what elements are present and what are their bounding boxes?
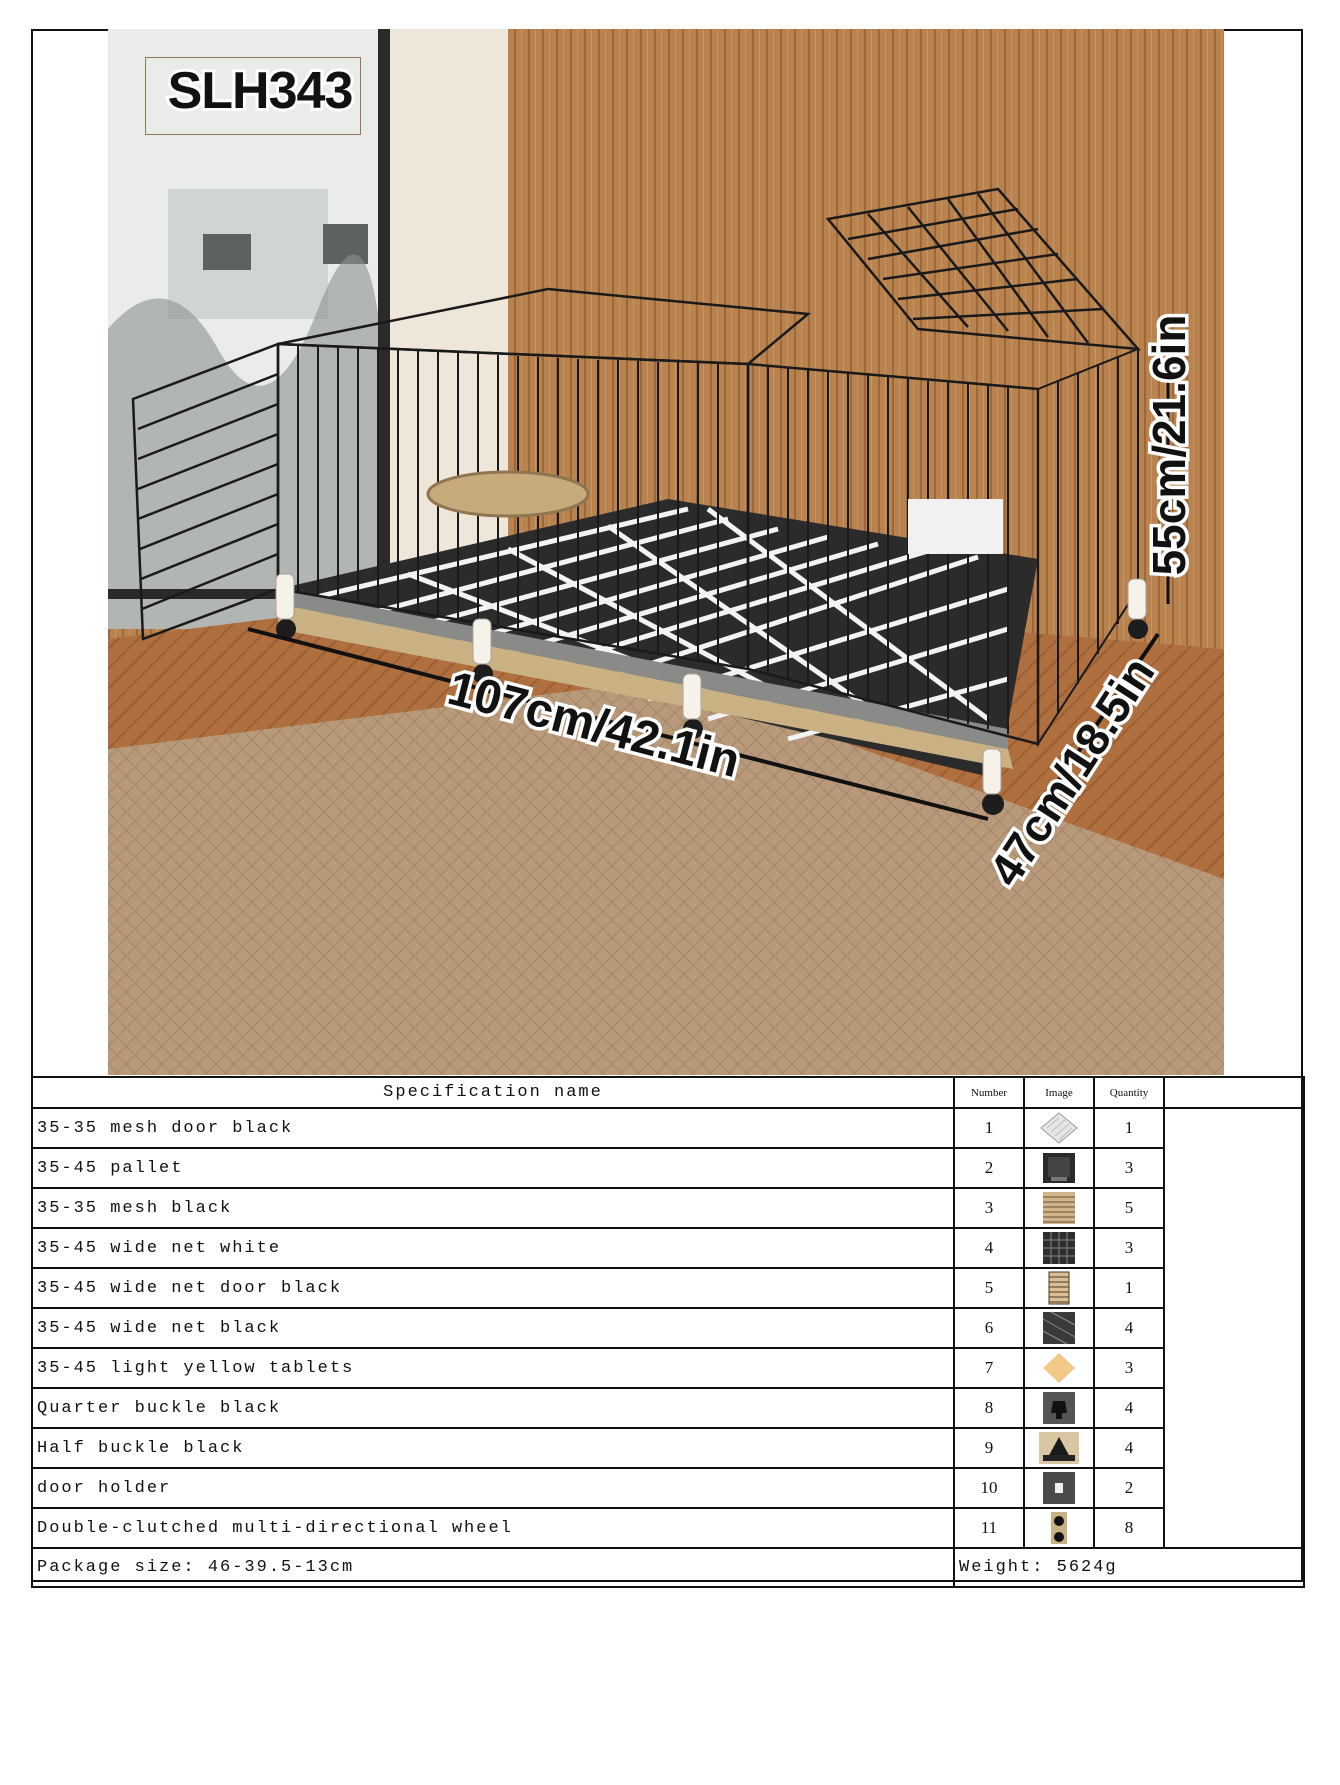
height-dimension-label: 55cm/21.6in xyxy=(1143,314,1195,576)
header-quantity: Quantity xyxy=(1094,1077,1164,1108)
package-size: Package size: 46-39.5-13cm xyxy=(32,1548,954,1587)
row-blank-cell xyxy=(1164,1268,1304,1308)
specification-table xyxy=(31,1076,1305,1588)
row-blank-cell xyxy=(1164,1148,1304,1188)
header-image: Image xyxy=(1024,1077,1094,1108)
row-image-cell xyxy=(1024,1388,1094,1428)
row-spec-name: door holder xyxy=(32,1468,954,1508)
door-holder-thumb-icon xyxy=(1039,1471,1079,1505)
row-number: 11 xyxy=(954,1508,1024,1548)
row-quantity: 3 xyxy=(1094,1148,1164,1188)
half-buckle-thumb-icon xyxy=(1039,1431,1079,1465)
row-number: 3 xyxy=(954,1188,1024,1228)
row-blank-cell xyxy=(1164,1508,1304,1548)
row-spec-name: Half buckle black xyxy=(32,1428,954,1468)
row-image-cell xyxy=(1024,1308,1094,1348)
table-row xyxy=(32,1468,1304,1508)
row-spec-name: 35-35 mesh black xyxy=(32,1188,954,1228)
row-quantity: 2 xyxy=(1094,1468,1164,1508)
table-row xyxy=(32,1308,1304,1348)
row-image-cell xyxy=(1024,1148,1094,1188)
table-row xyxy=(32,1268,1304,1308)
wide-net-black-thumb-icon xyxy=(1039,1311,1079,1345)
table-row xyxy=(32,1108,1304,1148)
row-quantity: 3 xyxy=(1094,1348,1164,1388)
row-image-cell xyxy=(1024,1188,1094,1228)
row-number: 2 xyxy=(954,1148,1024,1188)
row-blank-cell xyxy=(1164,1108,1304,1148)
row-image-cell xyxy=(1024,1428,1094,1468)
row-blank-cell xyxy=(1164,1228,1304,1268)
row-image-cell xyxy=(1024,1468,1094,1508)
wide-net-door-thumb-icon xyxy=(1039,1271,1079,1305)
pallet-thumb-icon xyxy=(1039,1151,1079,1185)
row-image-cell xyxy=(1024,1228,1094,1268)
wheel-thumb-icon xyxy=(1039,1511,1079,1545)
mesh-door-thumb-icon xyxy=(1039,1111,1079,1145)
table-row xyxy=(32,1148,1304,1188)
table-row xyxy=(32,1348,1304,1388)
row-image-cell xyxy=(1024,1508,1094,1548)
row-blank-cell xyxy=(1164,1468,1304,1508)
row-number: 1 xyxy=(954,1108,1024,1148)
row-quantity: 5 xyxy=(1094,1188,1164,1228)
row-image-cell xyxy=(1024,1108,1094,1148)
row-quantity: 4 xyxy=(1094,1388,1164,1428)
yellow-tablet-thumb-icon xyxy=(1039,1351,1079,1385)
row-number: 4 xyxy=(954,1228,1024,1268)
table-row xyxy=(32,1428,1304,1468)
table-row xyxy=(32,1388,1304,1428)
width-dimension-label: 47cm/18.5in xyxy=(978,647,1165,895)
model-code: SLH343 xyxy=(167,62,353,120)
row-spec-name: 35-45 wide net black xyxy=(32,1308,954,1348)
header-number: Number xyxy=(954,1077,1024,1108)
row-blank-cell xyxy=(1164,1428,1304,1468)
row-spec-name: Quarter buckle black xyxy=(32,1388,954,1428)
row-blank-cell xyxy=(1164,1388,1304,1428)
row-image-cell xyxy=(1024,1348,1094,1388)
header-spec-name: Specification name xyxy=(32,1077,954,1108)
quarter-buckle-thumb-icon xyxy=(1039,1391,1079,1425)
row-number: 8 xyxy=(954,1388,1024,1428)
length-dimension-label: 107cm/42.1in xyxy=(442,661,746,789)
row-quantity: 3 xyxy=(1094,1228,1164,1268)
row-number: 5 xyxy=(954,1268,1024,1308)
row-quantity: 1 xyxy=(1094,1108,1164,1148)
row-quantity: 8 xyxy=(1094,1508,1164,1548)
row-spec-name: 35-45 wide net door black xyxy=(32,1268,954,1308)
table-footer-row xyxy=(32,1548,1304,1587)
mesh-panel-thumb-icon xyxy=(1039,1191,1079,1225)
row-number: 6 xyxy=(954,1308,1024,1348)
row-blank-cell xyxy=(1164,1348,1304,1388)
row-number: 7 xyxy=(954,1348,1024,1388)
row-spec-name: 35-45 light yellow tablets xyxy=(32,1348,954,1388)
row-image-cell xyxy=(1024,1268,1094,1308)
package-weight: Weight: 5624g xyxy=(954,1548,1304,1587)
row-spec-name: 35-45 wide net white xyxy=(32,1228,954,1268)
row-spec-name: 35-35 mesh door black xyxy=(32,1108,954,1148)
row-quantity: 4 xyxy=(1094,1428,1164,1468)
table-row xyxy=(32,1508,1304,1548)
table-row xyxy=(32,1188,1304,1228)
row-spec-name: Double-clutched multi-directional wheel xyxy=(32,1508,954,1548)
table-row xyxy=(32,1228,1304,1268)
table-header-row xyxy=(32,1077,1304,1108)
wide-net-white-thumb-icon xyxy=(1039,1231,1079,1265)
header-blank-cell xyxy=(1164,1077,1304,1108)
row-blank-cell xyxy=(1164,1308,1304,1348)
row-spec-name: 35-45 pallet xyxy=(32,1148,954,1188)
row-quantity: 4 xyxy=(1094,1308,1164,1348)
row-blank-cell xyxy=(1164,1188,1304,1228)
row-number: 10 xyxy=(954,1468,1024,1508)
row-quantity: 1 xyxy=(1094,1268,1164,1308)
row-number: 9 xyxy=(954,1428,1024,1468)
